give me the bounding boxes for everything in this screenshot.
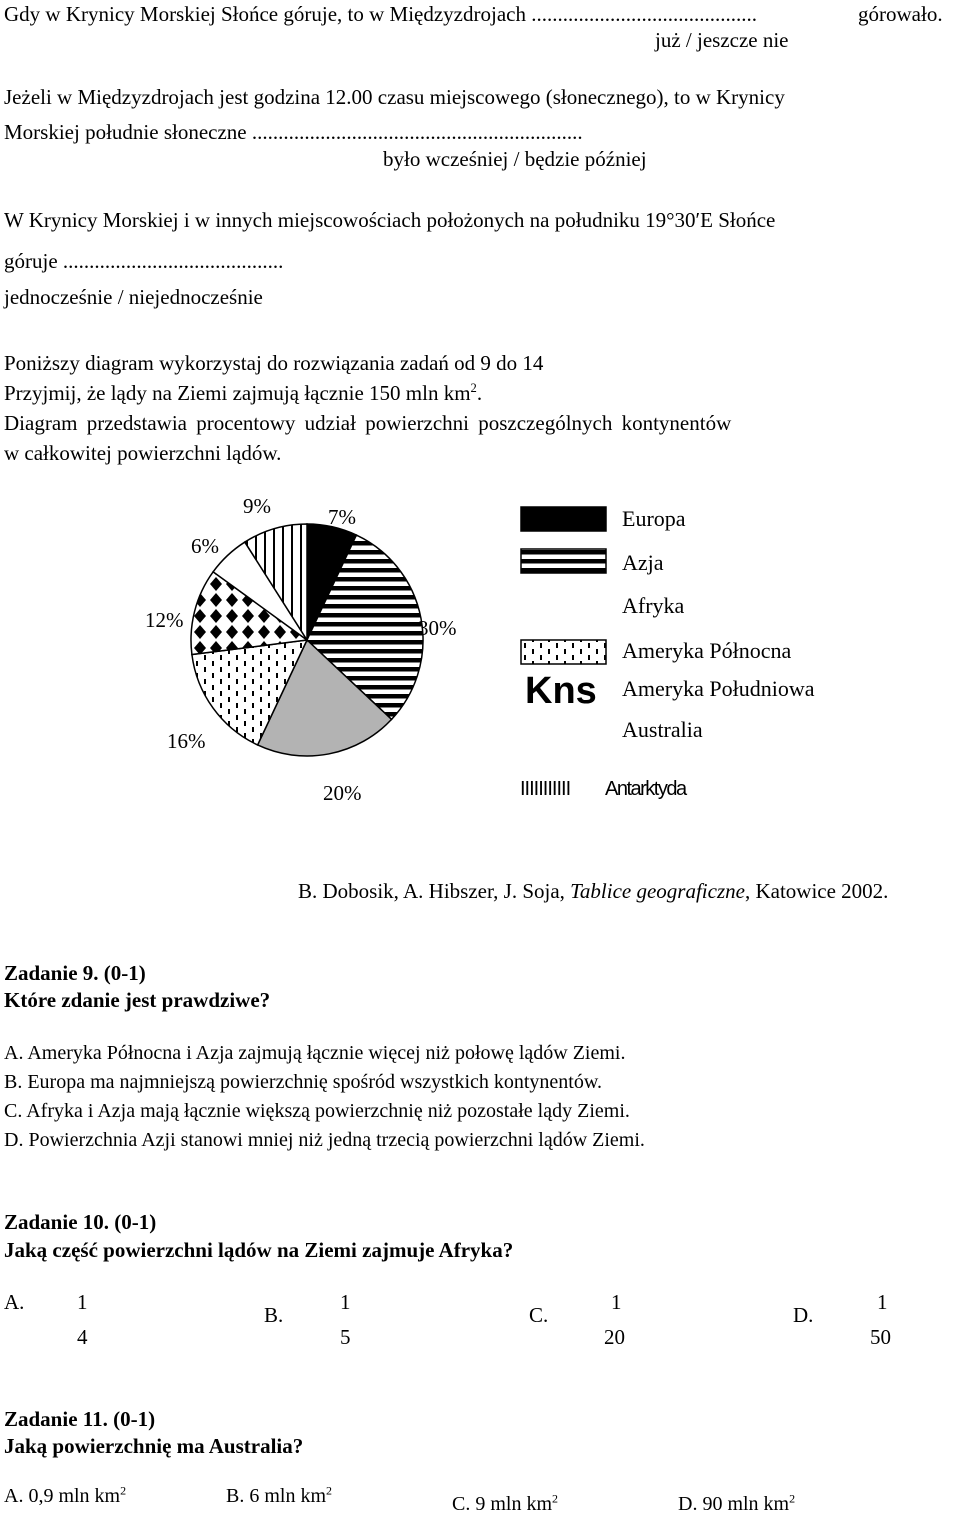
diagram-intro-4: w całkowitej powierzchni lądów. [4,441,282,465]
task11-option-b[interactable]: B. 6 mln $km^2$ [226,1483,333,1507]
legend-label-europa: Europa [622,506,686,531]
intro-line-2: Jeżeli w Międzyzdrojach jest godzina 12.00 czasu miejscowego (słonecznego), to w Krynicy [4,85,785,109]
legend-label-afryka: Afryka [622,593,685,618]
intro-line-1-end: górowało. [858,2,943,26]
legend-label-azja: Azja [622,550,664,575]
task9-option-a[interactable]: A. Ameryka Północna i Azja zajmują łącznie więcej niż połowę lądów Ziemi. [4,1042,626,1064]
task10-option-a-denominator: 4 [77,1325,88,1349]
task9-option-c[interactable]: C. Afryka i Azja mają łącznie większą powierzchnię niż pozostałe lądy Ziemi. [4,1100,630,1122]
task10-option-d-letter[interactable]: D. [793,1303,814,1327]
intro-line-5: góruje .......................................... [4,249,284,273]
task11-option-a[interactable]: A. 0,9 mln $km^2$ [4,1483,127,1507]
legend-label-ameryka-polnocna: Ameryka Północna [622,638,792,663]
task10-option-a-numerator: 1 [77,1290,88,1314]
legend-swatch-azja [521,549,606,573]
diagram-intro-3: Diagram przedstawia procentowy udział powierzchni poszczególnych kontynentów [4,411,732,435]
task10-option-b-numerator: 1 [340,1290,351,1314]
task10-question: Jaką część powierzchni lądów na Ziemi zajmuje Afryka? [4,1238,514,1262]
pie-label-azja: 30% [418,616,457,640]
pie-label-antarktyda: 9% [243,494,271,518]
diagram-intro-1: Poniższy diagram wykorzystaj do rozwiązania zadań od 9 do 14 [4,351,544,375]
legend-swatch-ameryka-polnocna [521,640,606,664]
intro-line-3: Morskiej południe słoneczne ............................................................... [4,120,583,144]
intro-line-4: W Krynicy Morskiej i w innych miejscowościach położonych na południku 19°30′E Słońce [4,208,776,232]
source-citation: B. Dobosik, A. Hibszer, J. Soja, Tablice geograficzne, Katowice 2002. [298,879,889,903]
pie-label-afryka: 20% [323,781,362,805]
pie-label-europa: 7% [328,505,356,529]
pie-label-australia: 6% [191,534,219,558]
intro-line-1-options: już / jeszcze nie [655,28,789,52]
task9-option-d[interactable]: D. Powierzchnia Azji stanowi mniej niż jedną trzecią powierzchni lądów Ziemi. [4,1129,645,1151]
task10-option-d-denominator: 50 [870,1325,891,1349]
task11-option-d[interactable]: D. 90 mln $km^2$ [678,1491,796,1515]
legend-label-ameryka-poludniowa: Ameryka Południowa [622,676,815,701]
task10-option-a-letter[interactable]: A. [4,1290,25,1314]
pie-label-ameryka-poludniowa: 12% [145,608,184,632]
task10-option-c-letter[interactable]: C. [529,1303,549,1327]
pie-label-ameryka-polnocna: 16% [167,729,206,753]
task10-option-c-numerator: 1 [611,1290,622,1314]
task10-heading: Zadanie 10. (0-1) [4,1210,157,1234]
task9-option-b[interactable]: B. Europa ma najmniejszą powierzchnię spośród wszystkich kontynentów. [4,1071,603,1093]
task11-question: Jaką powierzchnię ma Australia? [4,1434,304,1458]
diagram-intro-2: Przyjmij, że lądy na Ziemi zajmują łącznie 150 mln $km^2$. [4,381,483,405]
intro-line-5-options: jednocześnie / niejednocześnie [4,285,263,309]
legend-label-antarktyda: Antarktyda [605,778,686,800]
task11-heading: Zadanie 11. (0-1) [4,1407,156,1431]
intro-line-3-options: było wcześniej / będzie później [383,147,647,171]
intro-line-1: Gdy w Krynicy Morskiej Słońce góruje, to w Międzyzdrojach ........................................... [4,2,757,26]
task10-option-c-denominator: 20 [604,1325,625,1349]
task10-option-b-letter[interactable]: B. [264,1303,284,1327]
task9-question: Które zdanie jest prawdziwe? [4,988,271,1012]
legend-label-australia: Australia [622,717,703,742]
task10-option-b-denominator: 5 [340,1325,351,1349]
legend-swatch-europa [521,507,606,531]
legend-mark-kns: Kns [525,670,597,712]
task9-heading: Zadanie 9. (0-1) [4,961,146,985]
task11-option-c[interactable]: C. 9 mln $km^2$ [452,1491,559,1515]
legend-mark-bars: IIIIIIIIIII [520,778,571,800]
task10-option-d-numerator: 1 [877,1290,888,1314]
